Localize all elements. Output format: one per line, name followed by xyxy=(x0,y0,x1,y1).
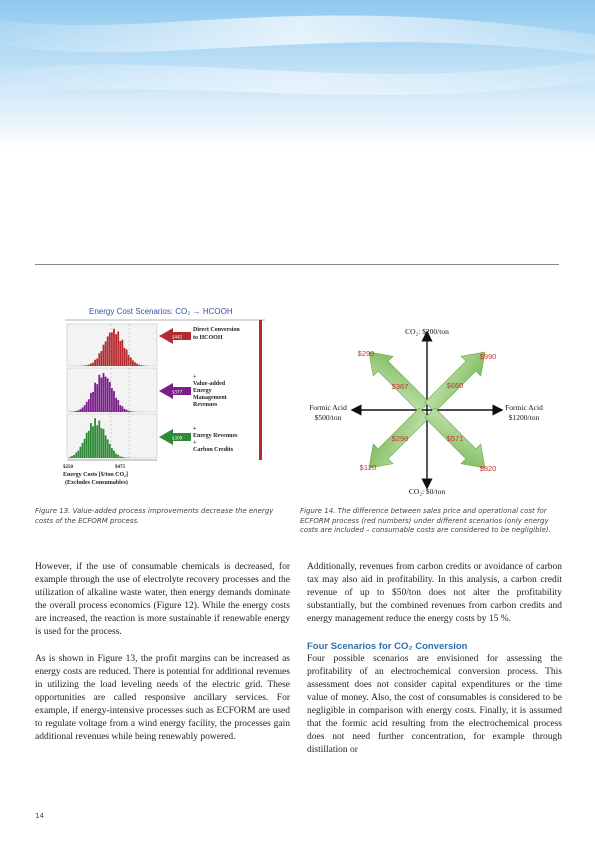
histogram-bar xyxy=(82,408,84,412)
histogram-bar xyxy=(113,391,115,412)
figure-14 xyxy=(300,322,560,500)
figure-13-title: Energy Cost Scenarios: CO₂ → HCOOH xyxy=(89,307,233,316)
histogram-bar xyxy=(124,409,126,412)
histogram-bar xyxy=(128,355,130,366)
figure-13-graphic xyxy=(55,300,267,502)
histogram-bar xyxy=(75,411,77,412)
histogram-bar xyxy=(113,451,115,458)
histogram-bar xyxy=(88,399,90,412)
histogram-bar xyxy=(124,348,126,366)
histogram-bar xyxy=(117,455,119,458)
histogram-bar xyxy=(130,411,132,412)
histogram-bar xyxy=(84,405,86,412)
histogram-bar xyxy=(107,336,109,366)
histogram-bar xyxy=(105,341,107,366)
histogram-bar xyxy=(73,455,75,458)
figure-13-caption: Figure 13. Value-added process improvements decrease the energy costs of the ECFORM process. xyxy=(35,507,274,525)
histogram-bar xyxy=(98,353,100,366)
histogram-bar xyxy=(119,456,121,458)
tick-250: $250 xyxy=(63,465,73,470)
row-3-value: $309 xyxy=(172,435,183,441)
left-column xyxy=(35,561,290,757)
value-bl-outer: $120 xyxy=(359,463,377,472)
histogram-bar xyxy=(103,345,105,366)
value-br-outer: $820 xyxy=(479,464,497,473)
histogram-bar xyxy=(103,373,105,412)
figure-13-axis-note: (Excludes Consumables) xyxy=(65,480,128,486)
tick-475: $475 xyxy=(115,465,125,470)
histogram-bar xyxy=(122,457,124,458)
histogram-bar xyxy=(140,365,142,366)
histogram-bar xyxy=(136,364,138,366)
histogram-bar xyxy=(117,332,119,366)
histogram-bar xyxy=(90,423,92,458)
histogram-bar xyxy=(107,439,109,458)
header-rule xyxy=(35,264,559,265)
histogram-bar xyxy=(134,362,136,366)
histogram-bar xyxy=(94,360,96,366)
page-number: 14 xyxy=(35,812,44,820)
row-2-value: $377 xyxy=(172,389,183,395)
histogram-bar xyxy=(126,350,128,366)
histogram-bar xyxy=(124,457,126,458)
histogram-bar xyxy=(90,363,92,366)
histogram-bar xyxy=(115,334,117,366)
histogram-bar xyxy=(86,402,88,412)
histogram-bar xyxy=(82,443,84,458)
figure-13-axis-label: Energy Costs [$/ton CO₂] xyxy=(63,472,128,478)
histogram-bar xyxy=(98,421,100,458)
histogram-bar xyxy=(92,363,94,366)
left-value: $500/ton xyxy=(314,413,342,422)
histogram-bar xyxy=(94,418,96,458)
right-label: Formic Acid xyxy=(505,403,543,412)
histogram-bar xyxy=(71,456,73,458)
section-heading: Four Scenarios for CO₂ Conversion xyxy=(307,640,468,652)
left-label: Formic Acid xyxy=(309,403,347,412)
histogram-bar xyxy=(86,365,88,366)
histogram-bar xyxy=(101,351,103,366)
value-tl-inner: $367 xyxy=(391,382,409,391)
histogram-bar xyxy=(105,435,107,458)
histogram-bar xyxy=(84,439,86,458)
histogram-bar xyxy=(128,411,130,412)
histogram-bar xyxy=(111,332,113,366)
histogram-bar xyxy=(92,392,94,412)
figure-14-graphic xyxy=(300,322,560,500)
histogram-bar xyxy=(115,454,117,458)
value-bl-inner: $298 xyxy=(391,434,409,443)
histogram-bar xyxy=(101,378,103,412)
histogram-bar xyxy=(80,409,82,412)
histogram-bar xyxy=(92,426,94,458)
left-paragraph-1: However, if the use of consumable chemicals is decreased, for example through the use of electrolyte recovery processes and the utilization of alkaline waste water, then energy demands dominate the overall process economics (Figure 12). While the energy costs are increased, the reaction is more sustainable if renewable energy is used for the process. xyxy=(35,562,290,638)
histogram-bar xyxy=(132,360,134,366)
histogram-bar xyxy=(111,448,113,458)
histogram-bar xyxy=(96,425,98,458)
header-banner xyxy=(0,0,595,150)
top-label: CO₂: $200/ton xyxy=(405,327,449,336)
histogram-bar xyxy=(77,451,79,458)
right-paragraph-2: Four possible scenarios are envisioned for assessing the profitability of an electrochemical conversion process. This assessment does not consider capital expenditures or the time value of money. Also, the cost of consumables is considered to be negligible in comparison with energy costs. Finally, it is assumed that the formic acid resulting from the electrochemical process does not need further concentration, for example through distillation or xyxy=(307,653,562,756)
histogram-bar xyxy=(101,428,103,458)
histogram-bar xyxy=(80,447,82,458)
value-tr-inner: $660 xyxy=(446,381,464,390)
histogram-bar xyxy=(109,444,111,458)
histogram-bar xyxy=(75,453,77,458)
histogram-bar xyxy=(109,382,111,412)
svg-text:+Value-addedEnergyManagementRe: + Value-added Energy Management Revenues xyxy=(193,374,227,408)
histogram-bar xyxy=(88,431,90,458)
histogram-bar xyxy=(138,365,140,366)
svg-text:+Energy Revenues+Carbon Credit: + Energy Revenues + Carbon Credits xyxy=(193,426,238,453)
histogram-bar xyxy=(119,341,121,366)
bottom-label: CO₂: $0/ton xyxy=(408,487,446,496)
figure-13 xyxy=(55,300,267,502)
histogram-bar xyxy=(86,433,88,458)
value-tr-outer: $990 xyxy=(479,352,497,361)
histogram-bar xyxy=(105,377,107,412)
histogram-bar xyxy=(117,400,119,412)
left-paragraph-2: As is shown in Figure 13, the profit margins can be increased as energy costs are reduced. There is potential for additional revenues in utilizing the load leveling needs of the electric grid. These opportunities are called responsive ancillary services. For example, if energy-intensive processes such as ECFORM are used to regulate voltage from a wind energy facility, the processes gain additional revenues while being renewably powered. xyxy=(35,653,290,743)
histogram-bar xyxy=(122,406,124,412)
histogram-bar xyxy=(107,378,109,412)
histogram-bar xyxy=(96,384,98,412)
histogram-bar xyxy=(69,457,71,458)
right-paragraph-1: Additionally, revenues from carbon credits or avoidance of carbon tax may also aid in profitability. In this analysis, a carbon credit revenue of up to $50/ton does not alter the profitability substantially, but the combined revenues from carbon credits and energy management reduce the energy costs by 15 %. xyxy=(307,562,562,625)
histogram-bar xyxy=(119,405,121,412)
value-tl-outer: $290 xyxy=(357,349,375,358)
histogram-bar xyxy=(130,357,132,366)
histogram-bar xyxy=(96,358,98,366)
histogram-bar xyxy=(98,375,100,412)
svg-text:Direct Conversionto HCOOH: Direct Conversion to HCOOH xyxy=(193,327,240,341)
right-value: $1200/ton xyxy=(508,413,540,422)
histogram-bar xyxy=(103,429,105,458)
histogram-bar xyxy=(113,329,115,366)
histogram-bar xyxy=(88,365,90,366)
histogram-bar xyxy=(122,340,124,366)
histogram-bar xyxy=(126,410,128,412)
histogram-bar xyxy=(111,388,113,412)
histogram-bar xyxy=(94,383,96,412)
row-1-value: $442 xyxy=(172,334,183,340)
histogram-bar xyxy=(109,333,111,366)
histogram-bar xyxy=(77,410,79,412)
histogram-bar xyxy=(90,393,92,412)
histogram-bar xyxy=(115,398,117,412)
value-br-inner: $571 xyxy=(446,434,464,443)
figure-14-caption: Figure 14. The difference between sales price and operational cost for ECFORM process (red numbers) under different scenarios (only energy costs are included – consumable costs are considered to be negligible). xyxy=(300,507,551,534)
right-column xyxy=(307,561,562,771)
